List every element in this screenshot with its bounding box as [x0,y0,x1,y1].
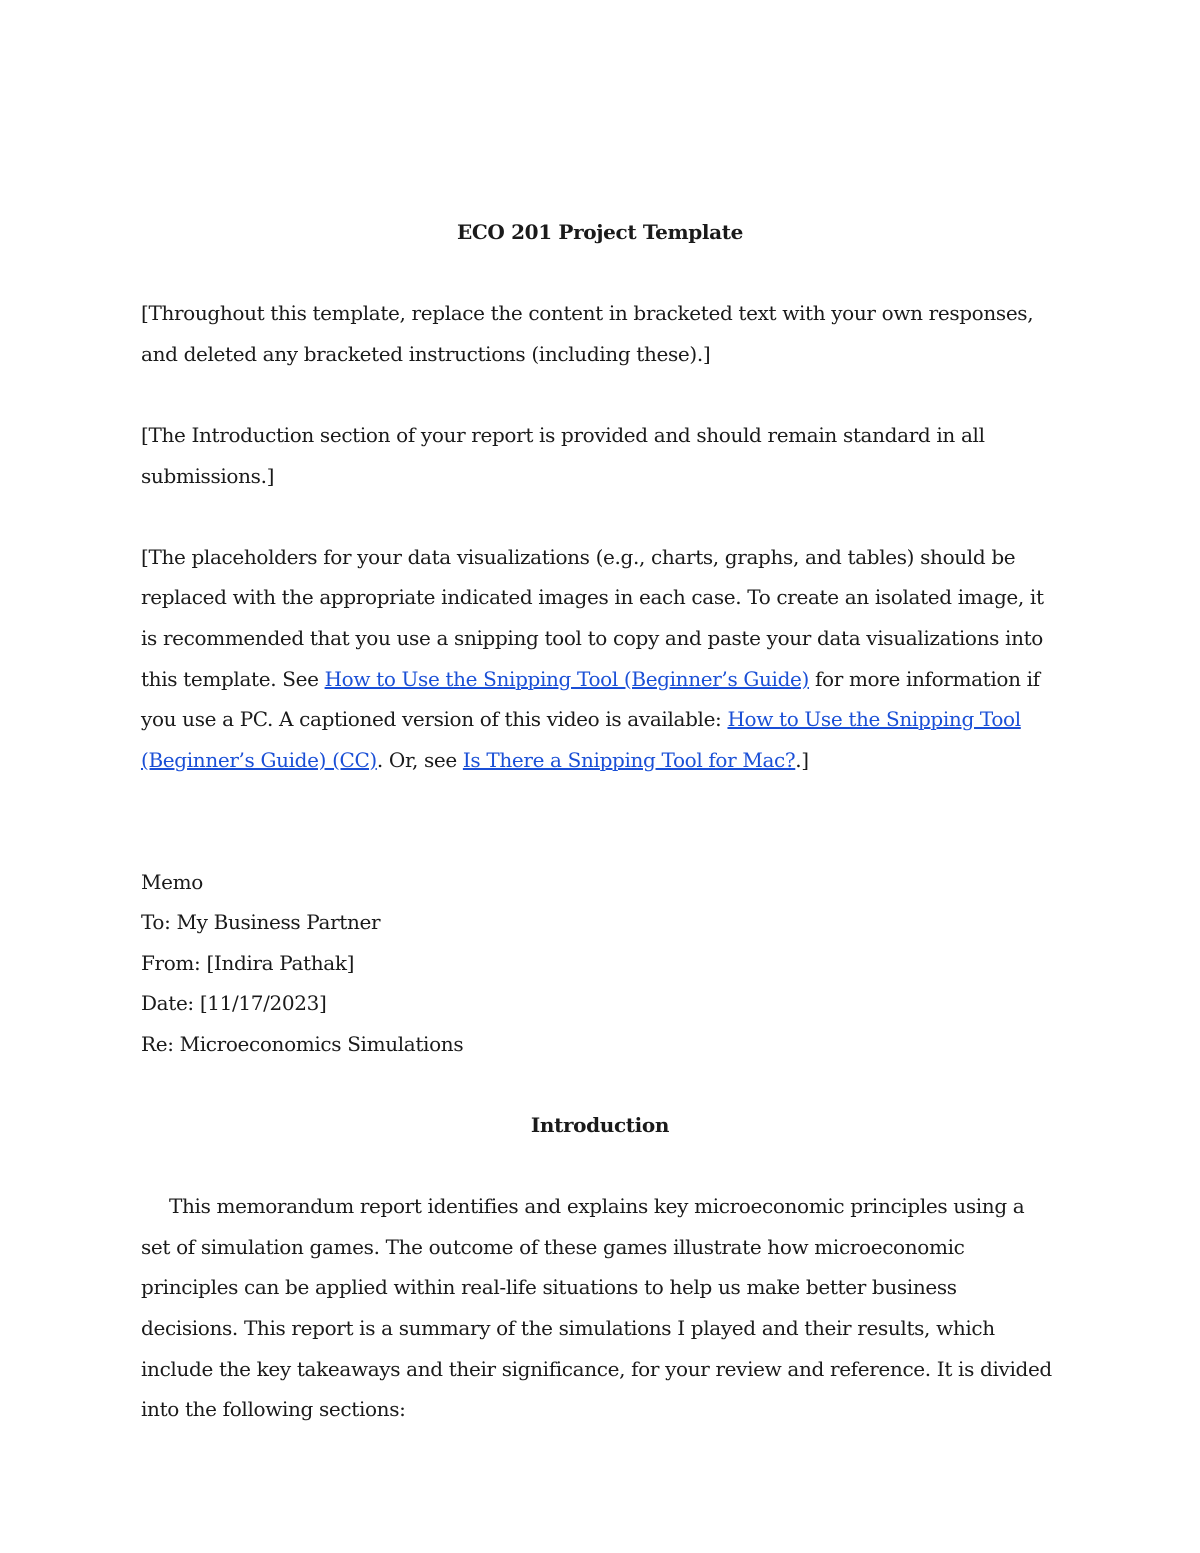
instruction-text: [The placeholders for your data visualizations (e.g., charts, graphs, and tables) should be replaced with the appropriate indicated images in each case. To create an isolated image, it is recommended that you use a snipping tool to copy and paste your data visualizations into this template. See [141,544,1044,691]
memo-re: Re: Microeconomics Simulations [141,1031,464,1056]
memo-date: Date: [11/17/2023] [141,991,327,1016]
instruction-text: for more information if you use a PC. A captioned version of this video is available: [141,666,1040,732]
spacer [141,496,1059,537]
memo-from: From: [Indira Pathak] [141,950,355,975]
snipping-tool-mac-link[interactable]: Is There a Snipping Tool for Mac? [462,747,796,772]
introduction-paragraph: This memorandum report identifies and explains key microeconomic principles using a set of simulation games. The outcome of these games illustrate how microeconomic principles can be applied within real-life situations to help us make better business decisions. This report is a summary of the simulations I played and their results, which include the key takeaways and their significance, for your review and reference. It is divided into the following sections: [141,1194,1052,1422]
document-body [141,212,1059,1430]
snipping-tool-guide-link[interactable]: How to Use the Snipping Tool (Beginner’s Guide) [324,666,809,691]
instruction-text: .] [795,747,809,772]
memo-header [141,862,1059,1065]
introduction-heading: Introduction [530,1113,670,1138]
instruction-paragraph-1: [Throughout this template, replace the content in bracketed text with your own responses, and deleted any bracketed instructions (including these).] [141,301,1034,366]
instruction-paragraph-2: [The Introduction section of your report is provided and should remain standard in all submissions.] [141,422,985,488]
spacer [141,1146,1059,1187]
instruction-text: . Or, see [376,747,463,772]
spacer [141,253,1059,294]
spacer [141,780,1059,861]
memo-heading: Memo [141,869,203,894]
document-title: ECO 201 Project Template [456,220,744,244]
instruction-paragraph-3 [141,537,1059,781]
spacer [141,1064,1059,1105]
spacer [141,374,1059,415]
memo-to: To: My Business Partner [141,910,381,935]
snipping-tool-guide-cc-link[interactable]: How to Use the Snipping Tool (Beginner’s Guide) (CC) [141,707,1021,772]
